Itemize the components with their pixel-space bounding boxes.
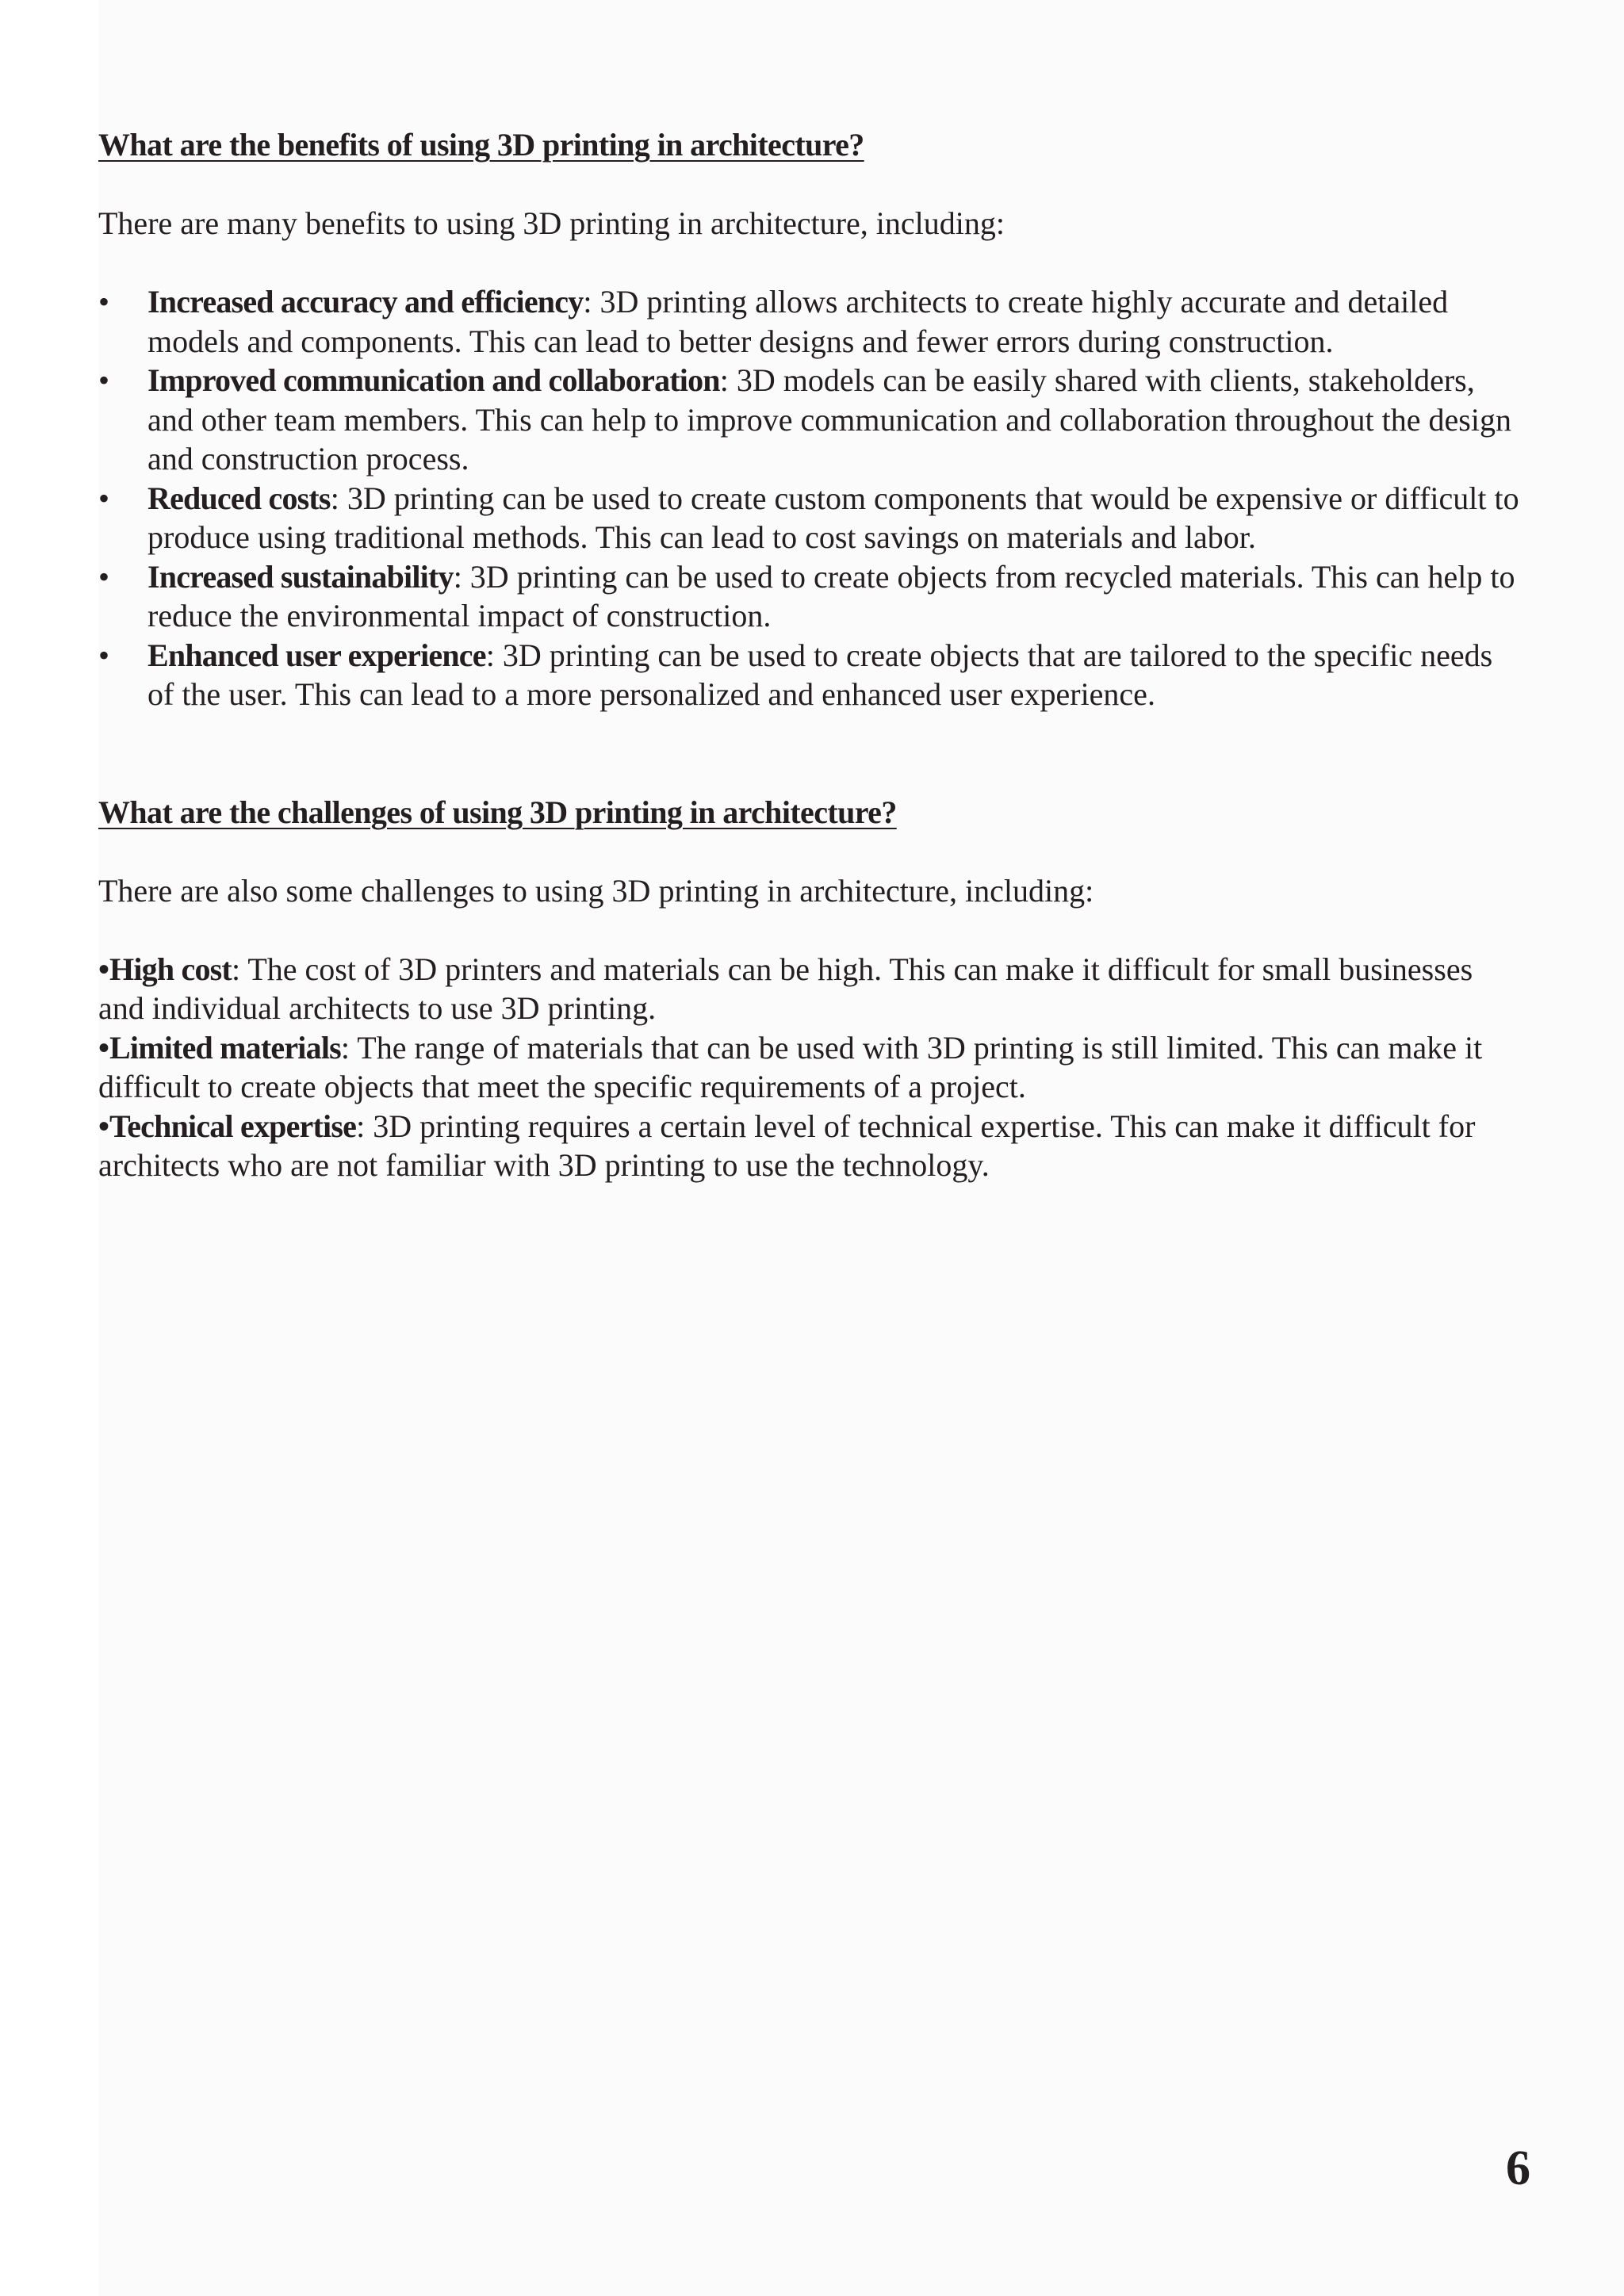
benefit-text: : 3D printing can be used to create objects from recycled materials. This can help to reduce the environmental impact of construction. xyxy=(147,558,1515,633)
bullet-icon: • xyxy=(98,284,110,320)
benefit-item-user-experience xyxy=(98,636,1526,714)
bullet-icon: • xyxy=(98,362,110,398)
challenges-heading: What are the challenges of using 3D printing in architecture? xyxy=(98,794,897,830)
bullet-icon: • xyxy=(98,558,110,595)
benefits-list xyxy=(98,282,1526,714)
challenge-item-limited-materials xyxy=(98,1028,1526,1107)
page-number: 6 xyxy=(1506,2141,1530,2195)
benefit-term: Enhanced user experience xyxy=(147,637,486,673)
bullet-icon: • xyxy=(98,637,110,673)
bullet-icon: • xyxy=(98,1029,110,1066)
benefit-text: : 3D printing allows architects to create highly accurate and detailed models and components. This can lead to better designs and fewer errors during construction. xyxy=(147,284,1449,359)
challenge-term: High cost xyxy=(109,951,232,987)
benefit-term: Increased sustainability xyxy=(147,558,454,595)
challenge-text: : The range of materials that can be used with 3D printing is still limited. This can make it difficult to create objects that meet the specific requirements of a project. xyxy=(98,1029,1483,1104)
benefit-term: Increased accuracy and efficiency xyxy=(147,284,584,320)
benefit-term: Improved communication and collaboration xyxy=(147,362,720,398)
benefit-text: : 3D printing can be used to create objects that are tailored to the specific needs of the user. This can lead to a more personalized and enhanced user experience. xyxy=(147,637,1493,712)
challenge-text: : 3D printing requires a certain level of technical expertise. This can make it difficult for architects who are not familiar with 3D printing to use the technology. xyxy=(98,1108,1476,1183)
challenge-item-technical-expertise xyxy=(98,1107,1526,1185)
bullet-icon: • xyxy=(98,480,110,516)
benefit-item-sustainability xyxy=(98,557,1526,636)
challenges-list xyxy=(98,950,1526,1185)
bullet-icon: • xyxy=(98,951,110,987)
benefit-text: : 3D printing can be used to create custom components that would be expensive or difficult to produce using traditional methods. This can lead to cost savings on materials and labor. xyxy=(147,480,1519,555)
benefit-term: Reduced costs xyxy=(147,480,331,516)
benefit-text: : 3D models can be easily shared with clients, stakeholders, and other team members. This can help to improve communication and collaboration throughout the design and construction process. xyxy=(147,362,1511,476)
challenges-intro: There are also some challenges to using 3D printing in architecture, including: xyxy=(98,872,1094,909)
benefits-intro: There are many benefits to using 3D printing in architecture, including: xyxy=(98,205,1005,241)
challenges-section xyxy=(98,793,1526,1185)
benefits-section xyxy=(98,125,1526,714)
benefit-item-communication xyxy=(98,361,1526,479)
challenge-term: Technical expertise xyxy=(109,1108,357,1144)
challenge-item-high-cost xyxy=(98,950,1526,1028)
benefit-item-accuracy xyxy=(98,282,1526,361)
challenge-text: : The cost of 3D printers and materials can be high. This can make it difficult for small businesses and individual architects to use 3D printing. xyxy=(98,951,1473,1026)
page-content xyxy=(98,125,1526,1185)
benefits-heading: What are the benefits of using 3D printing in architecture? xyxy=(98,127,864,163)
bullet-icon: • xyxy=(98,1108,110,1144)
challenge-term: Limited materials xyxy=(109,1029,341,1066)
benefit-item-costs xyxy=(98,479,1526,557)
